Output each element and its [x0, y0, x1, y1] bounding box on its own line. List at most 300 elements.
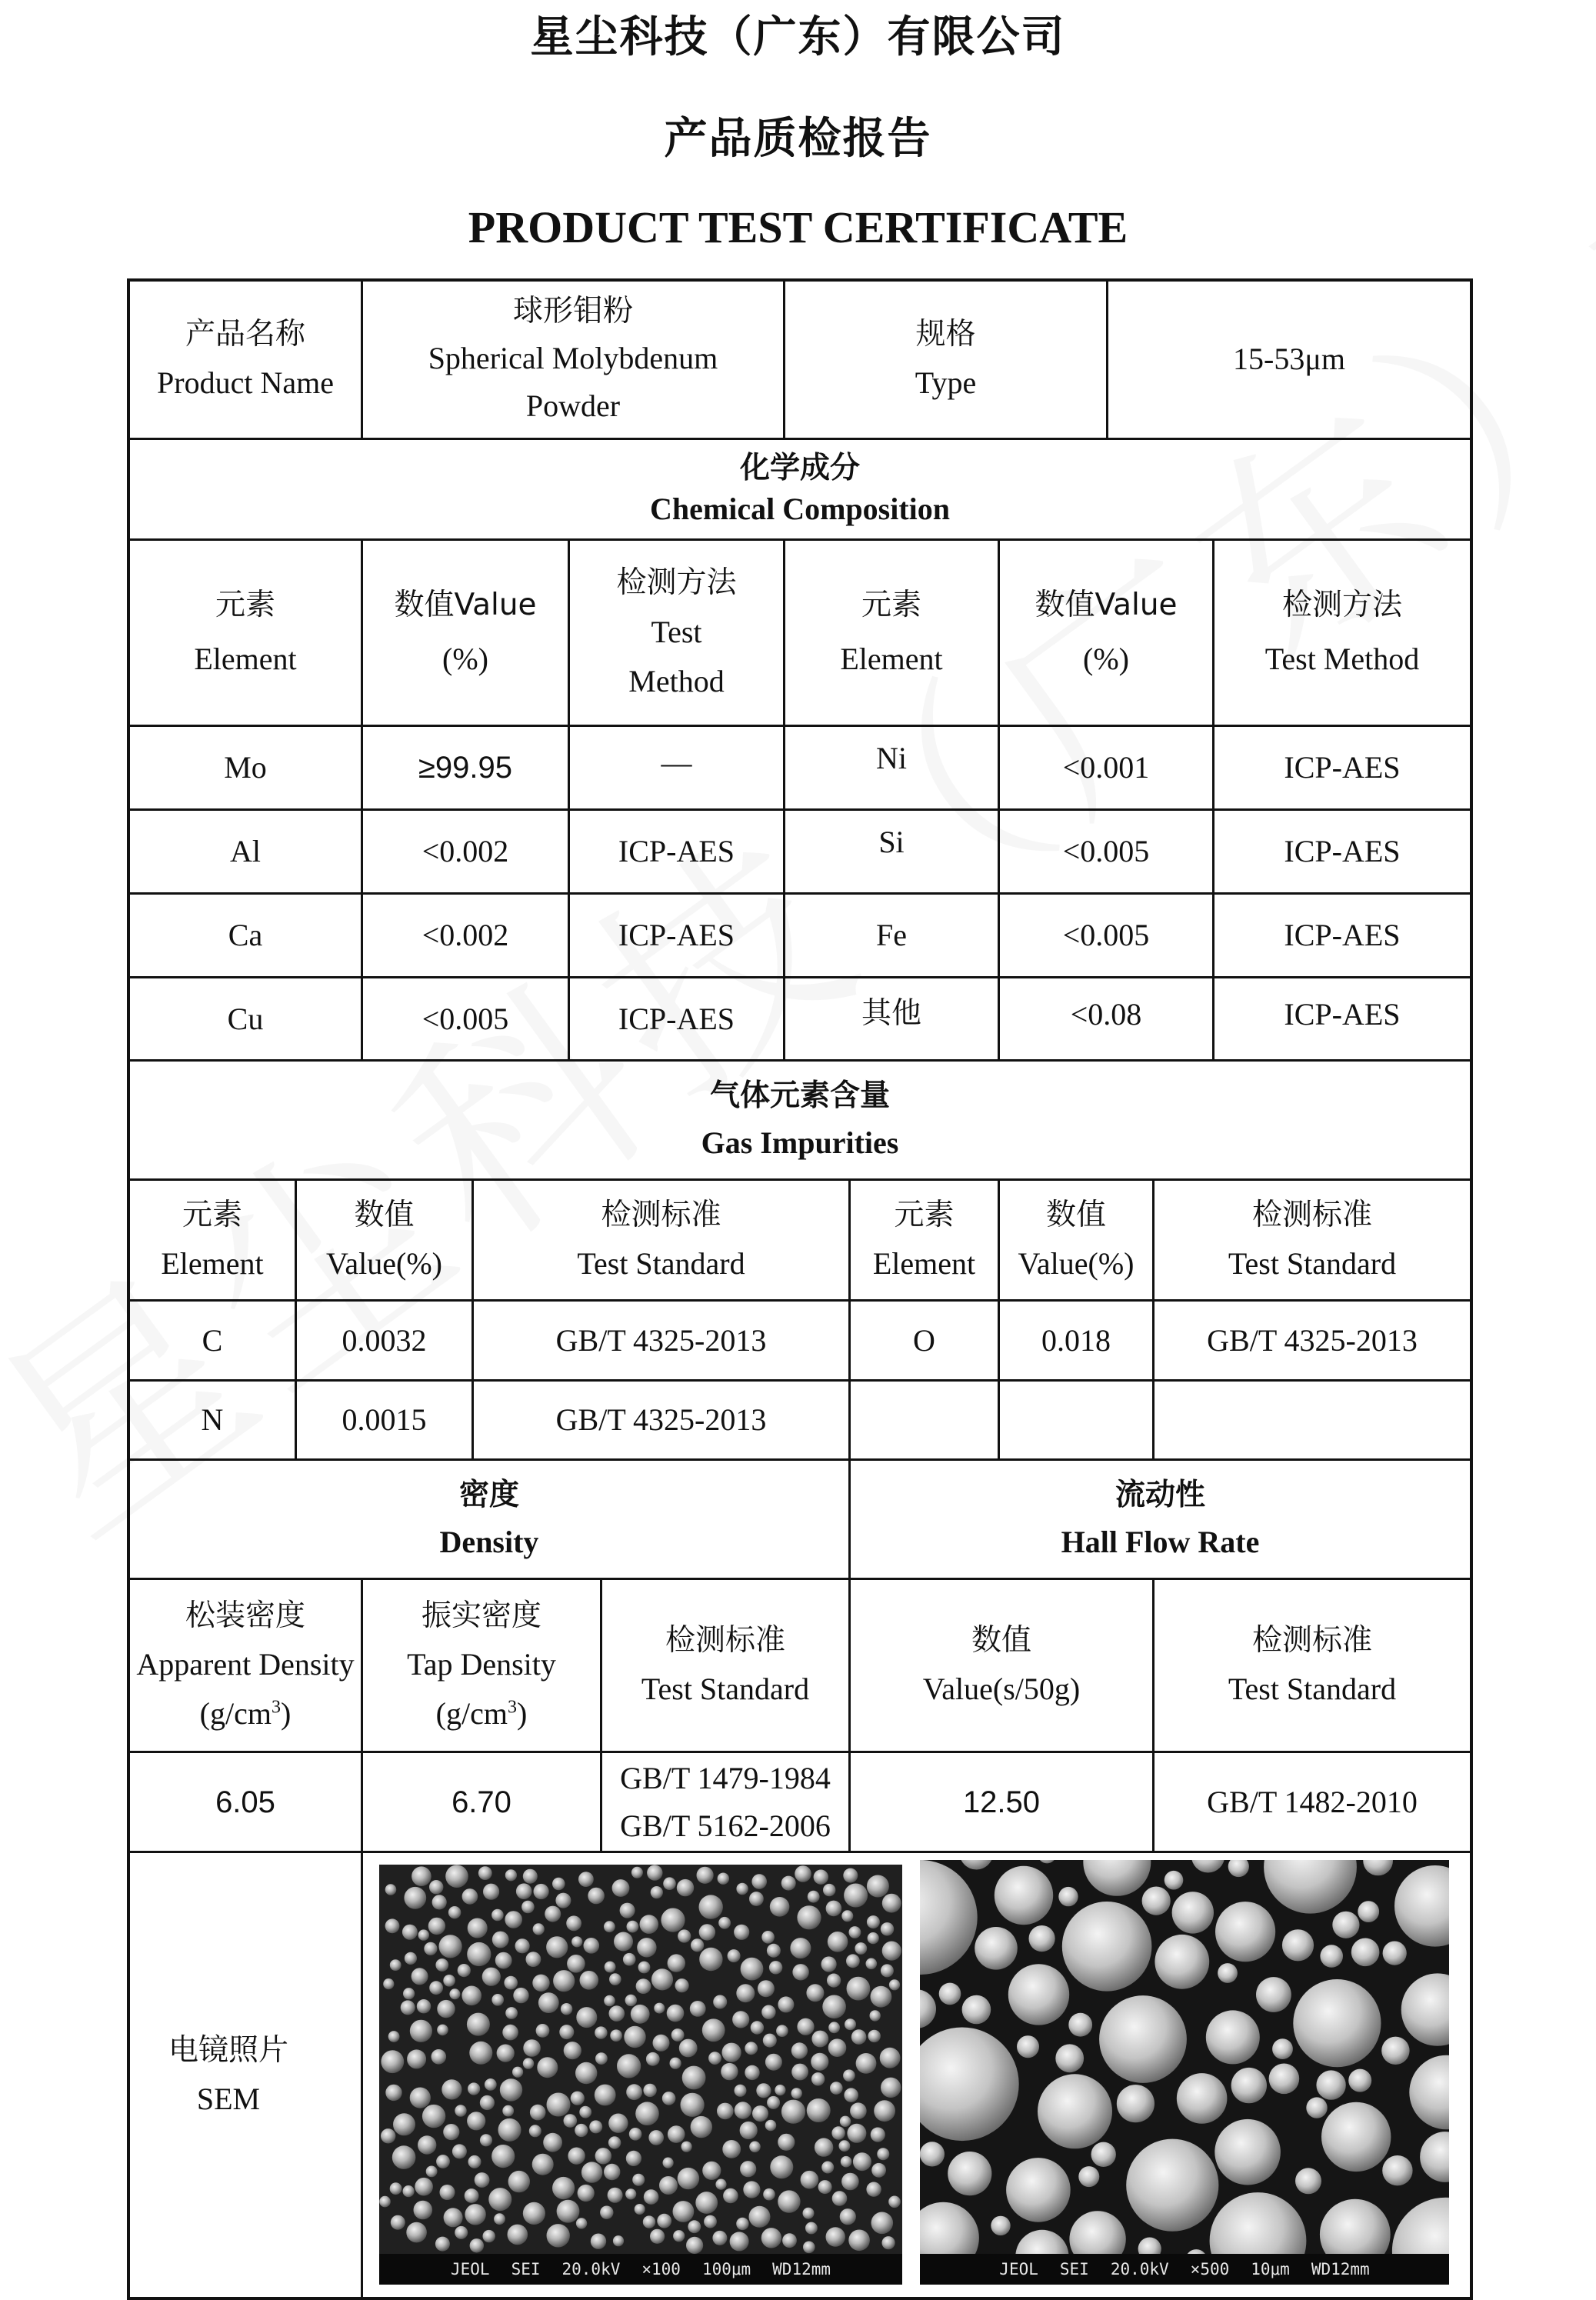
sem-particle: [579, 2106, 591, 2118]
sem-particle: [537, 2057, 558, 2078]
sem-particle: [661, 1908, 685, 1932]
sem-particle: [732, 2011, 749, 2028]
sem-particle: [478, 1866, 492, 1880]
sem-particle: [555, 1893, 571, 1908]
sem-particle: [392, 2145, 416, 2169]
sem-particle: [502, 2025, 518, 2041]
sem-particle: [404, 1887, 426, 1909]
sem-particle: [604, 2164, 620, 2180]
flow-standard-header: 检测标准 Test Standard: [1228, 1622, 1397, 1707]
sem-particle: [636, 1978, 651, 1994]
sem-particle: [417, 1999, 431, 2013]
sem-particle: [1172, 1892, 1214, 1933]
product-name-label: 产品名称 Product Name: [157, 316, 334, 401]
sem-particle: [851, 2029, 867, 2045]
sem-particle: [1269, 2064, 1300, 2095]
sem-particle: [614, 1932, 633, 1952]
sem-particle: [624, 2026, 645, 2048]
sem-particle: [488, 2188, 511, 2211]
sem-particle: [797, 2018, 814, 2035]
sem-particle: [846, 1954, 860, 1968]
sem-particle: [790, 1938, 811, 1958]
sem-particle: [722, 2140, 741, 2158]
sem-particle: [508, 2225, 528, 2245]
sem-particle: [871, 1986, 892, 2008]
sem-particle: [995, 1866, 1053, 1925]
sem-particle: [547, 2093, 571, 2117]
sem-particle: [659, 2176, 678, 2195]
sem-particle: [1117, 2085, 1155, 2122]
sem-particle: [440, 2185, 455, 2200]
report-title-zh: 产品质检报告: [664, 114, 932, 164]
sem-particle: [745, 2042, 758, 2055]
sem-particle: [390, 2182, 402, 2195]
sem-particle: [807, 2098, 831, 2122]
sem-particle: [763, 2034, 777, 2048]
sem-particle: [880, 2048, 901, 2068]
sem-particle: [871, 2212, 894, 2235]
sem-particle: [443, 2124, 459, 2140]
sem-particle: [877, 2148, 889, 2160]
sem-particle: [495, 1952, 512, 1969]
sem-particle: [643, 2215, 655, 2228]
chem-row-4-method-2: ICP-AES: [1284, 996, 1401, 1032]
sem-particle: [718, 1873, 729, 1885]
sem-particle: [534, 1884, 549, 1899]
gas-row-1-element-1: C: [202, 1322, 223, 1358]
sem-particle: [411, 1968, 428, 1985]
sem-particle: [1293, 1979, 1381, 2067]
flow-standard-value: GB/T 1482-2010: [1207, 1784, 1418, 1819]
sem-particle: [811, 2072, 825, 2085]
sem-particle: [580, 1971, 599, 1990]
sem-particle: [843, 2069, 855, 2082]
sem-particle: [410, 2088, 431, 2108]
sem-particle: [855, 1942, 867, 1955]
sem-particle: [566, 1915, 581, 1931]
sem-particle: [578, 1872, 594, 1887]
sem-particle: [589, 2120, 602, 2133]
sem-particle: [465, 2188, 479, 2203]
sem-particle: [608, 2136, 621, 2148]
chem-row-1-element-2: Ni: [876, 741, 907, 775]
sem-particle: [866, 1958, 878, 1970]
sem-particle: [814, 1870, 828, 1885]
sem-particle: [1351, 1938, 1380, 1967]
sem-particle: [533, 1923, 545, 1935]
sem-particle: [781, 2100, 805, 2124]
sem-particle: [608, 2114, 628, 2133]
sem-particle: [651, 1968, 673, 1990]
sem-particle: [381, 2128, 395, 2143]
tap-density-value: 6.70: [451, 1785, 511, 1819]
gas-row-2-value-2: [999, 1381, 1153, 1459]
sem-particle: [723, 2188, 738, 2204]
sem-particle: [418, 2135, 436, 2154]
sem-particle: [770, 1897, 790, 1917]
sem-particle: [874, 2100, 895, 2122]
sem-particle: [866, 2182, 881, 2197]
sem-particle: [403, 2185, 415, 2197]
sem-particle: [871, 2128, 885, 2142]
sem-particle: [605, 1962, 616, 1973]
gas-header-element-1: 元素 Element: [161, 1197, 264, 1282]
sem-particle: [848, 2230, 870, 2252]
sem-particle: [781, 1876, 796, 1891]
sem-particle: [437, 2025, 448, 2036]
sem-particle: [868, 2030, 881, 2042]
sem-particle: [468, 1918, 488, 1938]
sem-particle: [383, 1978, 394, 1989]
sem-particle: [797, 1905, 821, 1929]
sem-particle: [437, 2000, 455, 2018]
gas-header-value-2: 数值 Value(%): [1018, 1197, 1135, 1282]
sem-particle: [523, 2058, 534, 2068]
sem-particle: [767, 2096, 780, 2109]
sem-particle: [751, 2021, 764, 2034]
sem-particle: [831, 2126, 845, 2139]
sem-particle: [867, 1875, 889, 1898]
sem-particle: [523, 2039, 541, 2057]
sem-particle: [635, 2102, 659, 2125]
sem-particle: [920, 2142, 945, 2166]
sem-particle: [735, 2085, 747, 2097]
sem-particle: [443, 1975, 455, 1987]
company-name: 星尘科技（广东）有限公司: [530, 12, 1066, 62]
sem-particle: [1316, 2070, 1345, 2099]
sem-particle: [667, 2005, 685, 2022]
sem-particle: [435, 1958, 448, 1972]
sem-particle: [881, 2078, 901, 2098]
sem-particle: [629, 2128, 642, 2141]
sem-particle: [677, 1879, 694, 1896]
chem-row-3-value-1: <0.002: [421, 918, 509, 952]
sem-particle: [515, 1938, 530, 1953]
sem-particle: [595, 2085, 616, 2106]
sem-particle: [576, 2007, 597, 2028]
sem-particle: [736, 1883, 748, 1895]
sem-particle: [663, 2158, 674, 2168]
chem-row-3-element-2: Fe: [876, 918, 907, 952]
sem-particle: [1321, 2102, 1391, 2172]
sem-particle: [414, 2201, 433, 2220]
sem-particle: [444, 2208, 463, 2227]
sem-particle: [691, 1938, 704, 1952]
sem-particle: [828, 2022, 840, 2033]
chemical-composition-title: 化学成分 Chemical Composition: [650, 450, 950, 527]
sem-particle: [1215, 1902, 1275, 1962]
chem-row-2-value-1: <0.002: [421, 834, 509, 868]
sem-particle: [647, 1865, 662, 1880]
sem-particle: [678, 2168, 699, 2189]
sem-particle: [491, 2145, 515, 2168]
sem-particle: [756, 2083, 771, 2098]
sem-particle: [702, 2018, 725, 2042]
chem-row-1-value-2: <0.001: [1062, 750, 1150, 785]
sem-particles-large: [920, 1860, 1449, 2254]
sem-particle: [646, 2052, 660, 2066]
sem-particle: [482, 1968, 501, 1986]
sem-particle: [401, 2000, 415, 2015]
sem-particle: [699, 1895, 723, 1918]
sem-particle: [673, 2201, 695, 2222]
report-title-en: PRODUCT TEST CERTIFICATE: [468, 202, 1128, 252]
sem-particle: [623, 1953, 636, 1966]
sem-particle: [637, 1938, 656, 1957]
sem-particle: [1017, 2035, 1039, 2058]
sem-particle: [653, 2035, 670, 2052]
sem-particle: [441, 2079, 461, 2099]
sem-particle: [678, 1929, 691, 1942]
sem-particle: [445, 1865, 468, 1888]
sem-particle: [512, 2067, 523, 2078]
sem-particle: [461, 1986, 481, 2006]
sem-particle: [435, 2237, 450, 2252]
type-label: 规格 Type: [915, 316, 977, 401]
sem-particle: [962, 1995, 991, 2025]
sem-particle: [763, 2188, 775, 2201]
sem-particle: [776, 2025, 788, 2037]
sem-particle: [469, 2042, 492, 2065]
sem-particle: [468, 2155, 481, 2168]
sem-particle: [559, 2025, 574, 2039]
sem-particle: [529, 2125, 541, 2137]
sem-particle: [688, 2220, 701, 2233]
sem-particle: [668, 2125, 685, 2143]
sem-particle: [882, 1942, 901, 1961]
sem-particle: [1155, 1935, 1209, 1989]
apparent-density-value: 6.05: [215, 1785, 275, 1819]
sem-particle: [546, 1936, 568, 1958]
sem-particle: [403, 1988, 415, 1999]
sem-particle: [778, 2190, 800, 2212]
sem-particle: [429, 1880, 443, 1894]
sem-particle: [385, 1918, 400, 1933]
sem-particle: [1214, 2119, 1281, 2185]
sem-particle: [721, 2063, 738, 2080]
sem-particle: [1058, 1887, 1078, 1906]
sem-particle: [740, 2161, 756, 2177]
sem-particle: [584, 1938, 600, 1954]
sem-image-x500: [920, 1860, 1449, 2285]
sem-particle: [631, 1867, 643, 1878]
sem-particle: [830, 2082, 843, 2095]
sem-particle: [626, 2151, 641, 2166]
hall-flow-rate-title: 流动性 Hall Flow Rate: [1061, 1477, 1260, 1560]
sem-particle: [455, 2105, 466, 2116]
sem-particle: [870, 2010, 881, 2021]
sem-particle: [1383, 1942, 1407, 1965]
sem-particle: [717, 2103, 734, 2120]
sem-particle: [1029, 1925, 1055, 1952]
type-value: 15-53μm: [1233, 342, 1345, 376]
sem-particle: [1272, 2038, 1293, 2059]
sem-particle: [741, 1958, 764, 1981]
sem-particle: [381, 2050, 404, 2073]
sem-particle: [761, 2005, 775, 2019]
sem-particle: [847, 1977, 871, 2001]
sem-particle: [543, 2133, 562, 2152]
sem-particle: [571, 2092, 585, 2105]
sem-particle: [625, 2188, 636, 2199]
sem-particle: [595, 2026, 607, 2038]
sem-particle: [682, 2066, 706, 2090]
sem-particle: [448, 1906, 461, 1918]
sem-particle: [673, 2230, 685, 2242]
sem-particle: [888, 2196, 901, 2208]
sem-particle: [767, 1944, 781, 1958]
chem-row-1-method-1: —: [661, 745, 692, 780]
sem-particle: [1218, 1963, 1238, 1983]
sem-particle: [832, 2191, 848, 2206]
sem-particle: [564, 2042, 581, 2059]
gas-row-1-value-2: 0.018: [1041, 1322, 1111, 1358]
sem-particle: [654, 2003, 665, 2014]
sem-particle: [470, 2238, 484, 2252]
sem-particle: [702, 2162, 721, 2180]
tap-density-header: 振实密度 Tap Density $(g/cm^3)$: [407, 1598, 556, 1732]
gas-row-2-value-1: 0.0015: [342, 1402, 427, 1437]
sem-particle: [850, 2102, 867, 2119]
sem-particle: [1091, 2142, 1116, 2167]
sem-particle: [650, 2229, 665, 2244]
chem-row-3-element-1: Ca: [228, 918, 263, 952]
sem-particle: [882, 2236, 895, 2249]
sem-particle: [505, 2007, 518, 2019]
sem-particle: [828, 2038, 847, 2057]
sem-particle: [791, 2088, 802, 2098]
sem-particle: [681, 2093, 705, 2117]
sem-particle: [604, 1921, 615, 1932]
gas-row-1-standard-1: GB/T 4325-2013: [555, 1322, 767, 1358]
sem-particle: [449, 1988, 460, 1999]
sem-particle: [390, 1959, 401, 1971]
sem-particle: [1126, 2139, 1218, 2232]
sem-particle: [695, 2192, 718, 2214]
sem-particle: [557, 2200, 580, 2223]
sem-particle: [826, 1901, 842, 1917]
sem-particle: [791, 2042, 808, 2058]
sem-particle: [713, 1995, 727, 2009]
sem-particle: [758, 1980, 775, 1997]
sem-particle: [402, 1925, 418, 1940]
chem-header-value-2: 数值Value (%): [1035, 588, 1178, 676]
sem-particle: [483, 1884, 499, 1900]
sem-particle: [699, 1948, 722, 1971]
sem-particle: [1332, 1912, 1359, 1938]
sem-particle: [840, 2208, 856, 2225]
chem-row-2-element-2: Si: [878, 825, 905, 859]
chem-row-1-method-2: ICP-AES: [1284, 750, 1401, 785]
gas-row-2-element-1: N: [201, 1402, 224, 1437]
sem-particle: [627, 1921, 639, 1933]
sem-particle: [612, 1879, 630, 1897]
sem-particle: [791, 2064, 808, 2081]
sem-particle: [662, 2092, 676, 2105]
sem-particle: [492, 1932, 509, 1948]
sem-particle: [643, 2084, 656, 2097]
sem-particle: [552, 2177, 575, 2199]
sem-particle: [844, 1884, 868, 1908]
sem-particle: [745, 2065, 759, 2080]
sem-particle: [795, 1865, 811, 1882]
sem-particle: [675, 1978, 689, 1992]
sem-particle: [881, 1964, 894, 1977]
sem-particle: [617, 2054, 641, 2078]
sem-particle: [948, 2152, 991, 2195]
sem-particle: [588, 1888, 605, 1905]
sem-particle: [385, 1884, 397, 1895]
density-standard-header: 检测标准 Test Standard: [641, 1622, 810, 1707]
sem-particle: [578, 2185, 595, 2202]
sem-particle: [613, 2235, 624, 2246]
sem-particle: [749, 2206, 771, 2228]
chem-row-3-method-2: ICP-AES: [1284, 918, 1401, 952]
sem-particle: [424, 1942, 437, 1955]
sem-particle: [821, 2162, 834, 2174]
sem-particle: [845, 2018, 856, 2030]
sem-particle: [1256, 1977, 1291, 2012]
sem-particle: [571, 1936, 582, 1947]
sem-particle: [844, 2088, 858, 2102]
sem-particle: [1348, 2069, 1371, 2092]
sem-particle: [939, 1983, 961, 2005]
sem-particle: [728, 1949, 741, 1962]
sem-particle: [823, 1884, 835, 1896]
sem-particle: [722, 2043, 741, 2062]
sem-particle: [475, 2172, 490, 2188]
sem-particle: [1320, 1945, 1343, 1968]
sem-particle: [1078, 2166, 1099, 2187]
sem-particle: [385, 2085, 401, 2101]
sem-particle: [505, 1869, 517, 1881]
sem-particle: [467, 1942, 491, 1966]
sem-particle: [576, 2218, 587, 2228]
sem-particle: [388, 2031, 400, 2042]
gas-row-1-value-1: 0.0032: [342, 1322, 427, 1358]
chem-row-4-method-1: ICP-AES: [618, 1001, 735, 1036]
sem-particle: [843, 1868, 858, 1883]
sem-particle: [536, 2024, 550, 2038]
sem-particle: [769, 1961, 782, 1974]
sem-particle: [538, 1992, 559, 2013]
sem-particle: [782, 2233, 797, 2248]
sem-particle: [508, 2171, 530, 2192]
sem-label: 电镜照片 SEM: [168, 2032, 288, 2117]
sem-particle: [502, 2105, 514, 2117]
sem-particle: [626, 2084, 642, 2100]
chem-row-4-value-1: <0.005: [421, 1001, 509, 1036]
sem-particle: [792, 1964, 808, 1980]
sem-particle: [595, 2052, 608, 2065]
sem-particle: [1165, 1871, 1184, 1890]
sem-particle: [1177, 2073, 1228, 2124]
sem-particle: [604, 1995, 615, 2007]
sem-particle: [811, 2053, 828, 2071]
chem-row-2-method-2: ICP-AES: [1284, 834, 1401, 868]
apparent-density-header: 松装密度 Apparent Density $(g/cm^3)$: [136, 1598, 355, 1732]
sem-particle: [803, 2242, 815, 2254]
sem-info-bar-x500: JEOL SEI 20.0kV ×500 10μm WD12mm: [920, 2254, 1449, 2285]
chem-row-1-element-1: Mo: [224, 750, 267, 785]
sem-particle: [491, 1909, 504, 1922]
sem-particle: [638, 1962, 651, 1974]
sem-particle: [635, 2204, 645, 2215]
sem-particle: [504, 1976, 518, 1990]
chem-row-4-element-2: 其他: [861, 996, 921, 1032]
sem-particle: [415, 2178, 433, 2196]
sem-particle: [778, 1996, 794, 2012]
